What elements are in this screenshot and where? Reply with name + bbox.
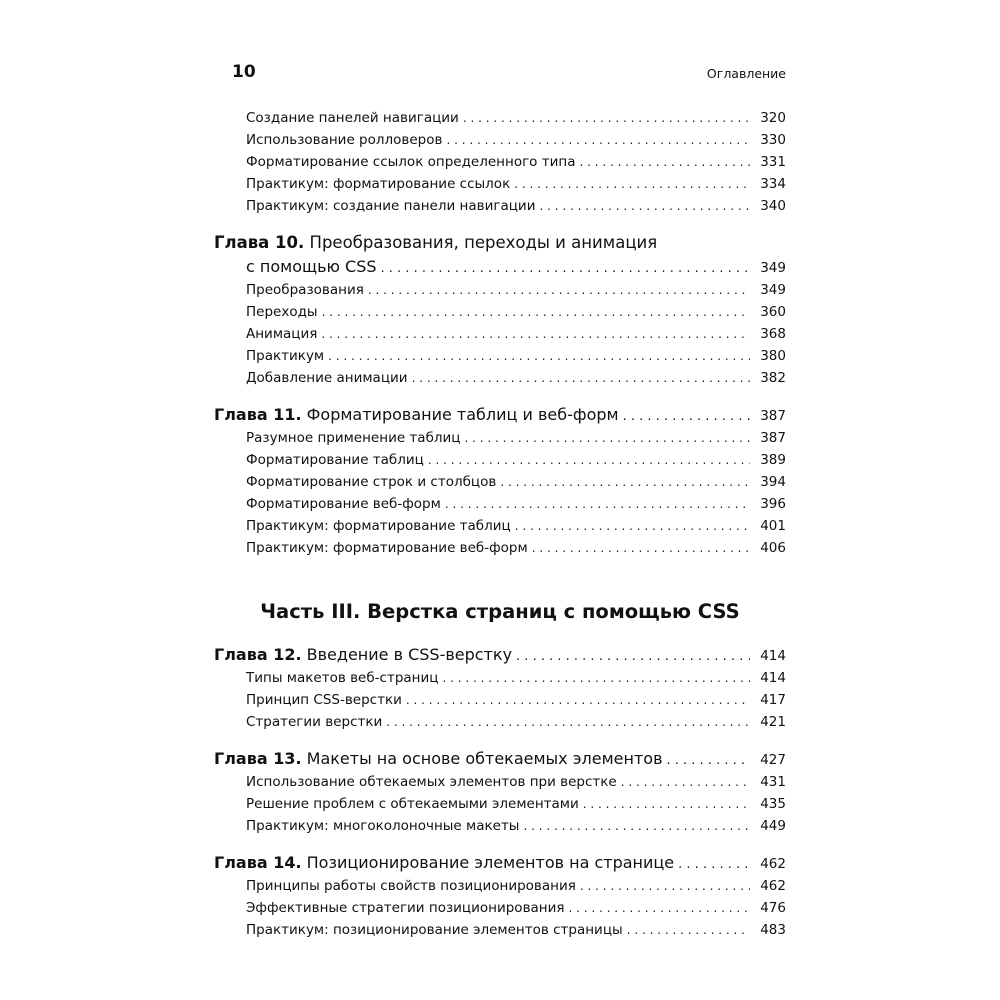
toc-entry-title: Практикум: форматирование ссылок bbox=[246, 176, 511, 192]
toc-entry-page: 401 bbox=[760, 518, 786, 534]
toc-entry-title: Решение проблем с обтекаемыми элементами bbox=[246, 796, 579, 812]
toc-entry-page: 476 bbox=[760, 900, 786, 916]
toc-entry-page: 340 bbox=[760, 198, 786, 214]
toc-entry bbox=[214, 367, 786, 389]
toc-entry-title: Практикум: форматирование таблиц bbox=[246, 518, 511, 534]
dot-leader bbox=[621, 771, 750, 793]
toc-entry-title: Добавление анимации bbox=[246, 370, 408, 386]
toc-entry bbox=[214, 515, 786, 537]
dot-leader bbox=[446, 129, 750, 151]
toc-entry-title: Создание панелей навигации bbox=[246, 110, 459, 126]
chapter-label: Глава 11. bbox=[214, 405, 302, 424]
toc-entry bbox=[214, 129, 786, 151]
toc-entry-page: 330 bbox=[760, 132, 786, 148]
dot-leader bbox=[514, 173, 750, 195]
dot-leader bbox=[442, 667, 750, 689]
toc-entry-title: Эффективные стратегии позиционирования bbox=[246, 900, 565, 916]
toc-entry-title: Практикум: форматирование веб-форм bbox=[246, 540, 528, 556]
toc-entry-page: 417 bbox=[760, 692, 786, 708]
toc-entry-page: 380 bbox=[760, 348, 786, 364]
dot-leader bbox=[583, 793, 750, 815]
chapter-title: Позиционирование элементов на странице bbox=[306, 853, 675, 872]
chapter-heading-text bbox=[214, 643, 512, 667]
dot-leader bbox=[428, 449, 750, 471]
chapter-label: Глава 13. bbox=[214, 749, 302, 768]
toc-entry-title: Переходы bbox=[246, 304, 318, 320]
chapter-heading-text bbox=[214, 747, 663, 771]
chapter-label: Глава 14. bbox=[214, 853, 302, 872]
chapter-label: Глава 12. bbox=[214, 645, 302, 664]
toc-entry-page: 449 bbox=[760, 818, 786, 834]
chapter-heading bbox=[214, 643, 786, 667]
toc-entry bbox=[214, 301, 786, 323]
toc-entry-title: Анимация bbox=[246, 326, 318, 342]
toc-entry bbox=[214, 195, 786, 217]
toc-entry bbox=[214, 897, 786, 919]
dot-leader bbox=[321, 323, 750, 345]
toc-entry-page: 334 bbox=[760, 176, 786, 192]
chapter-title-continued: с помощью CSS bbox=[246, 257, 377, 276]
top-entries bbox=[214, 107, 786, 217]
toc-entry-page: 421 bbox=[760, 714, 786, 730]
toc-entry bbox=[214, 471, 786, 493]
toc-entry-page: 483 bbox=[760, 922, 786, 938]
toc-entry-title: Практикум: позиционирование элементов страницы bbox=[246, 922, 623, 938]
toc-entry-title: Стратегии верстки bbox=[246, 714, 383, 730]
chapter-heading-text bbox=[214, 403, 619, 427]
toc-entry-title: Практикум: многоколоночные макеты bbox=[246, 818, 520, 834]
chapter-heading bbox=[214, 851, 786, 875]
dot-leader bbox=[532, 537, 750, 559]
toc-entry-title: Форматирование ссылок определенного типа bbox=[246, 154, 576, 170]
toc-entry bbox=[214, 449, 786, 471]
chapter-title: Введение в CSS-верстку bbox=[306, 645, 513, 664]
toc-entry-title: Практикум bbox=[246, 348, 325, 364]
chapter-heading bbox=[214, 403, 786, 427]
toc-entry-title: Форматирование веб-форм bbox=[246, 496, 441, 512]
dot-leader bbox=[539, 195, 750, 217]
page-number: 10 bbox=[232, 62, 256, 82]
dot-leader bbox=[463, 107, 750, 129]
toc-entry bbox=[214, 345, 786, 367]
dot-leader bbox=[386, 711, 750, 733]
chapter-page: 349 bbox=[760, 260, 786, 276]
toc-entry-page: 368 bbox=[760, 326, 786, 342]
toc-entry-page: 360 bbox=[760, 304, 786, 320]
toc-entry bbox=[214, 771, 786, 793]
dot-leader bbox=[627, 919, 750, 941]
chapter-10 bbox=[214, 231, 786, 389]
toc-entry-page: 431 bbox=[760, 774, 786, 790]
chapter-heading-text bbox=[214, 851, 674, 875]
dot-leader bbox=[623, 405, 750, 429]
dot-leader bbox=[569, 897, 750, 919]
dot-leader bbox=[465, 427, 751, 449]
dot-leader bbox=[500, 471, 750, 493]
toc-entry-page: 389 bbox=[760, 452, 786, 468]
toc-entry bbox=[214, 493, 786, 515]
toc-entry-page: 414 bbox=[760, 670, 786, 686]
chapter-11 bbox=[214, 403, 786, 559]
toc-entry-title: Принцип CSS-верстки bbox=[246, 692, 402, 708]
chapter-label: Глава 10. bbox=[214, 233, 305, 252]
chapter-page: 387 bbox=[760, 408, 786, 424]
toc-entry-page: 406 bbox=[760, 540, 786, 556]
chapter-14 bbox=[214, 851, 786, 941]
toc-entry bbox=[214, 107, 786, 129]
toc-entry bbox=[214, 875, 786, 897]
toc-entry-title: Принципы работы свойств позиционирования bbox=[246, 878, 576, 894]
part-title: Часть III. Верстка страниц с помощью CSS bbox=[260, 600, 740, 623]
toc-entry bbox=[214, 919, 786, 941]
toc-entry bbox=[214, 173, 786, 195]
toc-entry-title: Разумное применение таблиц bbox=[246, 430, 461, 446]
toc-entry bbox=[214, 151, 786, 173]
toc-entry-page: 349 bbox=[760, 282, 786, 298]
dot-leader bbox=[515, 515, 750, 537]
toc-entry bbox=[214, 793, 786, 815]
toc-entry-title: Использование ролловеров bbox=[246, 132, 443, 148]
dot-leader bbox=[368, 279, 750, 301]
toc-entry bbox=[214, 689, 786, 711]
running-head: Оглавление bbox=[706, 66, 786, 81]
toc-entry-title: Практикум: создание панели навигации bbox=[246, 198, 536, 214]
toc-entry-title: Форматирование строк и столбцов bbox=[246, 474, 497, 490]
toc-entry bbox=[214, 537, 786, 559]
chapter-page: 462 bbox=[760, 856, 786, 872]
dot-leader bbox=[381, 257, 750, 281]
toc-entry-title: Использование обтекаемых элементов при верстке bbox=[246, 774, 617, 790]
dot-leader bbox=[523, 815, 750, 837]
toc-entry-page: 462 bbox=[760, 878, 786, 894]
toc-entry-title: Типы макетов веб-страниц bbox=[246, 670, 439, 686]
toc-entry-page: 331 bbox=[760, 154, 786, 170]
toc-entry bbox=[214, 427, 786, 449]
chapter-12 bbox=[214, 643, 786, 733]
toc-entry-page: 396 bbox=[760, 496, 786, 512]
table-of-contents bbox=[214, 107, 786, 941]
dot-leader bbox=[406, 689, 750, 711]
dot-leader bbox=[322, 301, 750, 323]
dot-leader bbox=[580, 875, 750, 897]
toc-entry-title: Преобразования bbox=[246, 282, 364, 298]
toc-entry-page: 387 bbox=[760, 430, 786, 446]
chapter-13 bbox=[214, 747, 786, 837]
dot-leader bbox=[579, 151, 750, 173]
toc-entry-page: 435 bbox=[760, 796, 786, 812]
chapter-page: 414 bbox=[760, 648, 786, 664]
dot-leader bbox=[412, 367, 750, 389]
chapter-page: 427 bbox=[760, 752, 786, 768]
chapter-heading-continued bbox=[214, 255, 786, 279]
toc-entry bbox=[214, 323, 786, 345]
chapter-title: Макеты на основе обтекаемых элементов bbox=[306, 749, 663, 768]
toc-entry-page: 320 bbox=[760, 110, 786, 126]
chapter-heading bbox=[214, 231, 786, 255]
dot-leader bbox=[328, 345, 750, 367]
toc-entry bbox=[214, 711, 786, 733]
chapter-heading bbox=[214, 747, 786, 771]
toc-entry bbox=[214, 667, 786, 689]
dot-leader bbox=[445, 493, 750, 515]
dot-leader bbox=[678, 853, 750, 877]
toc-entry bbox=[214, 279, 786, 301]
toc-entry-page: 382 bbox=[760, 370, 786, 386]
toc-entry bbox=[214, 815, 786, 837]
dot-leader bbox=[667, 749, 751, 773]
dot-leader bbox=[516, 645, 750, 669]
chapter-title: Форматирование таблиц и веб-форм bbox=[306, 405, 619, 424]
toc-entry-page: 394 bbox=[760, 474, 786, 490]
chapter-title: Преобразования, переходы и анимация bbox=[309, 233, 658, 252]
toc-entry-title: Форматирование таблиц bbox=[246, 452, 424, 468]
